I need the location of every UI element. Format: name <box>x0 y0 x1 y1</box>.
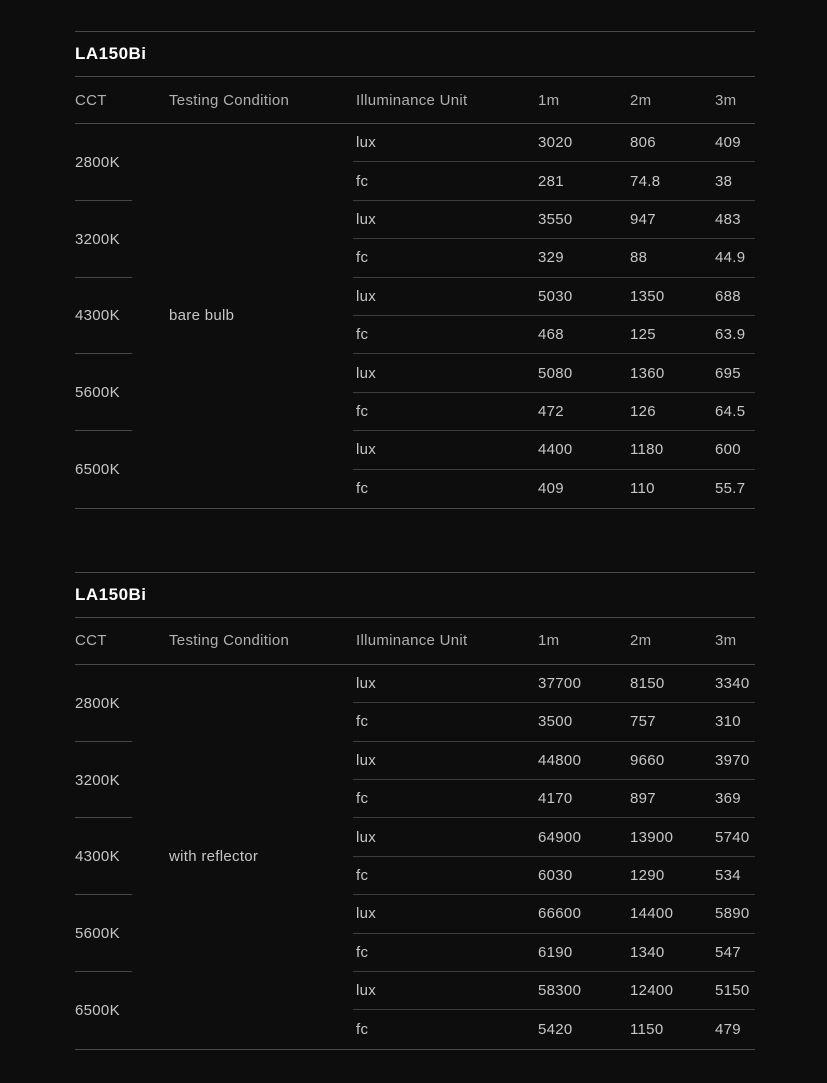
column-header-2m: 2m <box>630 632 652 650</box>
tables-container <box>75 31 755 1050</box>
illuminance-value-cell: 126 <box>630 393 715 431</box>
cct-cell: 5600K <box>75 895 169 972</box>
column-header-cct: CCT <box>75 632 107 650</box>
illuminance-value-cell: 3550 <box>538 201 630 239</box>
photometrics-table <box>75 31 755 509</box>
illuminance-value-cell: 6030 <box>538 857 630 895</box>
illuminance-value-cell: 9660 <box>630 742 715 780</box>
table-title: LA150Bi <box>75 31 755 77</box>
testing-condition-cell: with reflector <box>169 848 259 866</box>
cct-cell: 2800K <box>75 665 169 742</box>
illuminance-unit-cell: fc <box>353 780 538 818</box>
illuminance-value-cell: 64900 <box>538 818 630 856</box>
illuminance-value-cell: 44800 <box>538 742 630 780</box>
illuminance-unit-cell: fc <box>353 703 538 741</box>
cct-cell: 6500K <box>75 1001 120 1019</box>
cct-cell: 6500K <box>75 461 120 479</box>
column-header-3m: 3m <box>715 91 737 109</box>
testing-condition-cell: bare bulb <box>169 307 235 325</box>
illuminance-value-cell: 44.9 <box>715 239 755 277</box>
illuminance-value-cell: 1350 <box>630 278 715 316</box>
illuminance-unit-cell: fc <box>353 316 538 354</box>
illuminance-unit-cell: lux <box>353 124 538 162</box>
illuminance-value-cell: 5030 <box>538 278 630 316</box>
illuminance-unit-cell: fc <box>353 239 538 277</box>
illuminance-value-cell: 5150 <box>715 972 755 1010</box>
illuminance-unit-cell: lux <box>353 818 538 856</box>
illuminance-unit-cell: fc <box>353 934 538 972</box>
illuminance-value-cell: 8150 <box>630 665 715 703</box>
column-header-cct: CCT <box>75 91 107 109</box>
illuminance-value-cell: 806 <box>630 124 715 162</box>
table-title: LA150Bi <box>75 572 755 618</box>
illuminance-unit-cell: lux <box>353 354 538 392</box>
illuminance-value-cell: 688 <box>715 278 755 316</box>
illuminance-value-cell: 534 <box>715 857 755 895</box>
illuminance-unit-cell: fc <box>353 162 538 200</box>
cct-cell: 4300K <box>75 278 169 355</box>
illuminance-unit-cell: lux <box>353 201 538 239</box>
illuminance-value-cell: 38 <box>715 162 755 200</box>
illuminance-value-cell: 63.9 <box>715 316 755 354</box>
illuminance-value-cell: 12400 <box>630 972 715 1010</box>
illuminance-unit-cell: lux <box>353 742 538 780</box>
illuminance-value-cell: 88 <box>630 239 715 277</box>
illuminance-unit-cell: fc <box>353 857 538 895</box>
illuminance-value-cell: 4170 <box>538 780 630 818</box>
column-header-1m: 1m <box>538 91 560 109</box>
cct-cell: 4300K <box>75 818 169 895</box>
illuminance-value-cell: 600 <box>715 431 755 469</box>
illuminance-value-cell: 5740 <box>715 818 755 856</box>
photometrics-table <box>75 572 755 1050</box>
illuminance-value-cell: 66600 <box>538 895 630 933</box>
illuminance-value-cell: 1340 <box>630 934 715 972</box>
illuminance-value-cell: 695 <box>715 354 755 392</box>
illuminance-value-cell: 55.7 <box>715 480 746 498</box>
cct-cell: 3200K <box>75 742 169 819</box>
illuminance-value-cell: 13900 <box>630 818 715 856</box>
illuminance-unit-cell: fc <box>356 480 369 498</box>
illuminance-value-cell: 1150 <box>630 1021 664 1039</box>
illuminance-value-cell: 947 <box>630 201 715 239</box>
column-header-illuminance-unit: Illuminance Unit <box>356 632 468 650</box>
illuminance-value-cell: 74.8 <box>630 162 715 200</box>
illuminance-unit-cell: fc <box>356 1021 369 1039</box>
illuminance-value-cell: 58300 <box>538 972 630 1010</box>
cct-cell: 2800K <box>75 124 169 201</box>
illuminance-value-cell: 1180 <box>630 431 715 469</box>
column-header-1m: 1m <box>538 632 560 650</box>
illuminance-value-cell: 472 <box>538 393 630 431</box>
illuminance-value-cell: 110 <box>630 480 655 498</box>
illuminance-value-cell: 483 <box>715 201 755 239</box>
illuminance-unit-cell: lux <box>353 972 538 1010</box>
illuminance-value-cell: 37700 <box>538 665 630 703</box>
illuminance-value-cell: 281 <box>538 162 630 200</box>
illuminance-value-cell: 3020 <box>538 124 630 162</box>
illuminance-value-cell: 4400 <box>538 431 630 469</box>
illuminance-value-cell: 369 <box>715 780 755 818</box>
illuminance-value-cell: 547 <box>715 934 755 972</box>
illuminance-value-cell: 5080 <box>538 354 630 392</box>
cct-cell: 5600K <box>75 354 169 431</box>
table-header-row <box>75 618 755 665</box>
table-header-row <box>75 77 755 124</box>
illuminance-unit-cell: lux <box>353 895 538 933</box>
table-body <box>75 665 755 1050</box>
column-header-3m: 3m <box>715 632 737 650</box>
illuminance-unit-cell: lux <box>353 665 538 703</box>
illuminance-value-cell: 468 <box>538 316 630 354</box>
illuminance-value-cell: 479 <box>715 1021 741 1039</box>
illuminance-value-cell: 3970 <box>715 742 755 780</box>
illuminance-value-cell: 1290 <box>630 857 715 895</box>
illuminance-value-cell: 3340 <box>715 665 755 703</box>
illuminance-value-cell: 3500 <box>538 703 630 741</box>
column-header-testing-condition: Testing Condition <box>169 632 290 650</box>
illuminance-value-cell: 14400 <box>630 895 715 933</box>
illuminance-value-cell: 409 <box>715 124 755 162</box>
table-body <box>75 124 755 509</box>
column-header-illuminance-unit: Illuminance Unit <box>356 91 468 109</box>
illuminance-unit-cell: lux <box>353 278 538 316</box>
illuminance-value-cell: 329 <box>538 239 630 277</box>
column-header-2m: 2m <box>630 91 652 109</box>
illuminance-value-cell: 64.5 <box>715 393 755 431</box>
illuminance-value-cell: 757 <box>630 703 715 741</box>
illuminance-value-cell: 1360 <box>630 354 715 392</box>
column-header-testing-condition: Testing Condition <box>169 91 290 109</box>
illuminance-unit-cell: fc <box>353 393 538 431</box>
illuminance-value-cell: 6190 <box>538 934 630 972</box>
illuminance-value-cell: 310 <box>715 703 755 741</box>
illuminance-value-cell: 5420 <box>538 1021 573 1039</box>
illuminance-value-cell: 897 <box>630 780 715 818</box>
illuminance-value-cell: 125 <box>630 316 715 354</box>
illuminance-value-cell: 409 <box>538 480 564 498</box>
cct-cell: 3200K <box>75 201 169 278</box>
illuminance-unit-cell: lux <box>353 431 538 469</box>
illuminance-value-cell: 5890 <box>715 895 755 933</box>
